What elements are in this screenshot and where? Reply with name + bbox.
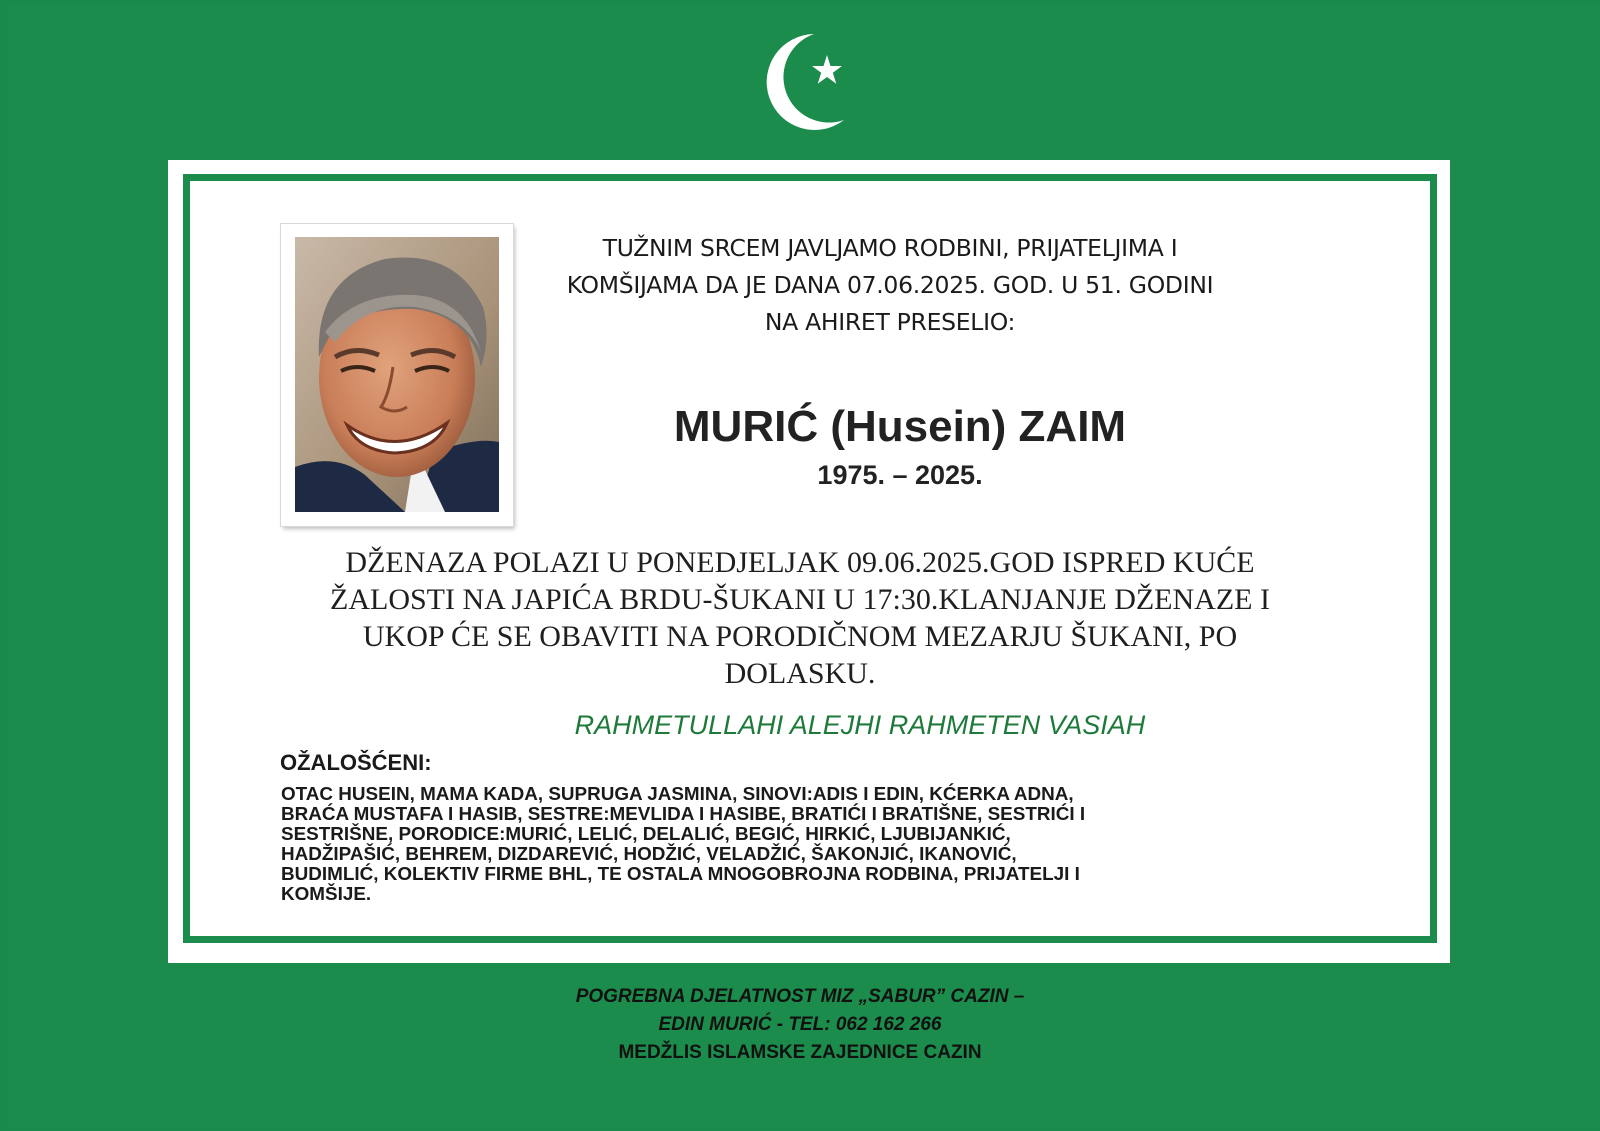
portrait-photo — [295, 237, 499, 512]
mourners-line: SESTRIŠNE, PORODICE:MURIĆ, LELIĆ, DELALIĆ, BEGIĆ, HIRKIĆ, LJUBIJANKIĆ, — [281, 823, 1011, 844]
intro-line: NA AHIRET PRESELIO: — [764, 308, 1016, 336]
funeral-line: DOLASKU. — [724, 657, 876, 690]
funeral-line: UKOP ĆE SE OBAVITI NA PORODIČNOM MEZARJU ŠUKANI, PO — [362, 620, 1238, 653]
mourners-line: HADŽIPAŠIĆ, BEHREM, DIZDAREVIĆ, HODŽIĆ, VELADŽIĆ, ŠAKONJIĆ, IKANOVIĆ, — [281, 843, 1017, 864]
mourners-heading: OŽALOŠĆENI: — [280, 750, 432, 775]
life-years: 1975. – 2025. — [817, 460, 983, 490]
intro-text — [510, 230, 1270, 341]
mourners-line: BUDIMLIĆ, KOLEKTIV FIRME BHL, TE OSTALA MNOGOBROJNA RODBINA, PRIJATELJI I — [281, 863, 1080, 884]
mourners-line: OTAC HUSEIN, MAMA KADA, SUPRUGA JASMINA, SINOVI:ADIS I EDIN, KĆERKA ADNA, — [281, 783, 1074, 804]
crescent-star-icon — [752, 28, 862, 138]
mourners-list — [281, 784, 1342, 904]
footer-line: POGREBNA DJELATNOST MIZ „SABUR” CAZIN – — [575, 986, 1025, 1007]
funeral-line: ŽALOSTI NA JAPIĆA BRDU-ŠUKANI U 17:30.KLANJANJE DŽENAZE I — [330, 583, 1270, 616]
mourners-line: KOMŠIJE. — [281, 883, 372, 904]
intro-line: TUŽNIM SRCEM JAVLJAMO RODBINI, PRIJATELJIMA I — [602, 234, 1178, 262]
mourners-line: BRAĆA MUSTAFA I HASIB, SESTRE:MEVLIDA I HASIBE, BRATIĆI I BRATIŠNE, SESTRIĆI I — [281, 803, 1086, 824]
intro-line: KOMŠIJAMA DA JE DANA 07.06.2025. GOD. U 51. GODINI — [566, 271, 1214, 299]
funeral-service-footer — [450, 983, 1150, 1067]
funeral-details — [260, 544, 1340, 692]
deceased-name: MURIĆ (Husein) ZAIM — [673, 402, 1127, 451]
funeral-line: DŽENAZA POLAZI U PONEDJELJAK 09.06.2025.GOD ISPRED KUĆE — [345, 546, 1255, 579]
portrait-frame — [281, 224, 513, 526]
footer-line: EDIN MURIĆ - TEL: 062 162 266 — [658, 1014, 942, 1035]
prayer-line: RAHMETULLAHI ALEJHI RAHMETEN VASIAH — [574, 710, 1146, 740]
footer-line: MEDŽLIS ISLAMSKE ZAJEDNICE CAZIN — [618, 1042, 982, 1063]
